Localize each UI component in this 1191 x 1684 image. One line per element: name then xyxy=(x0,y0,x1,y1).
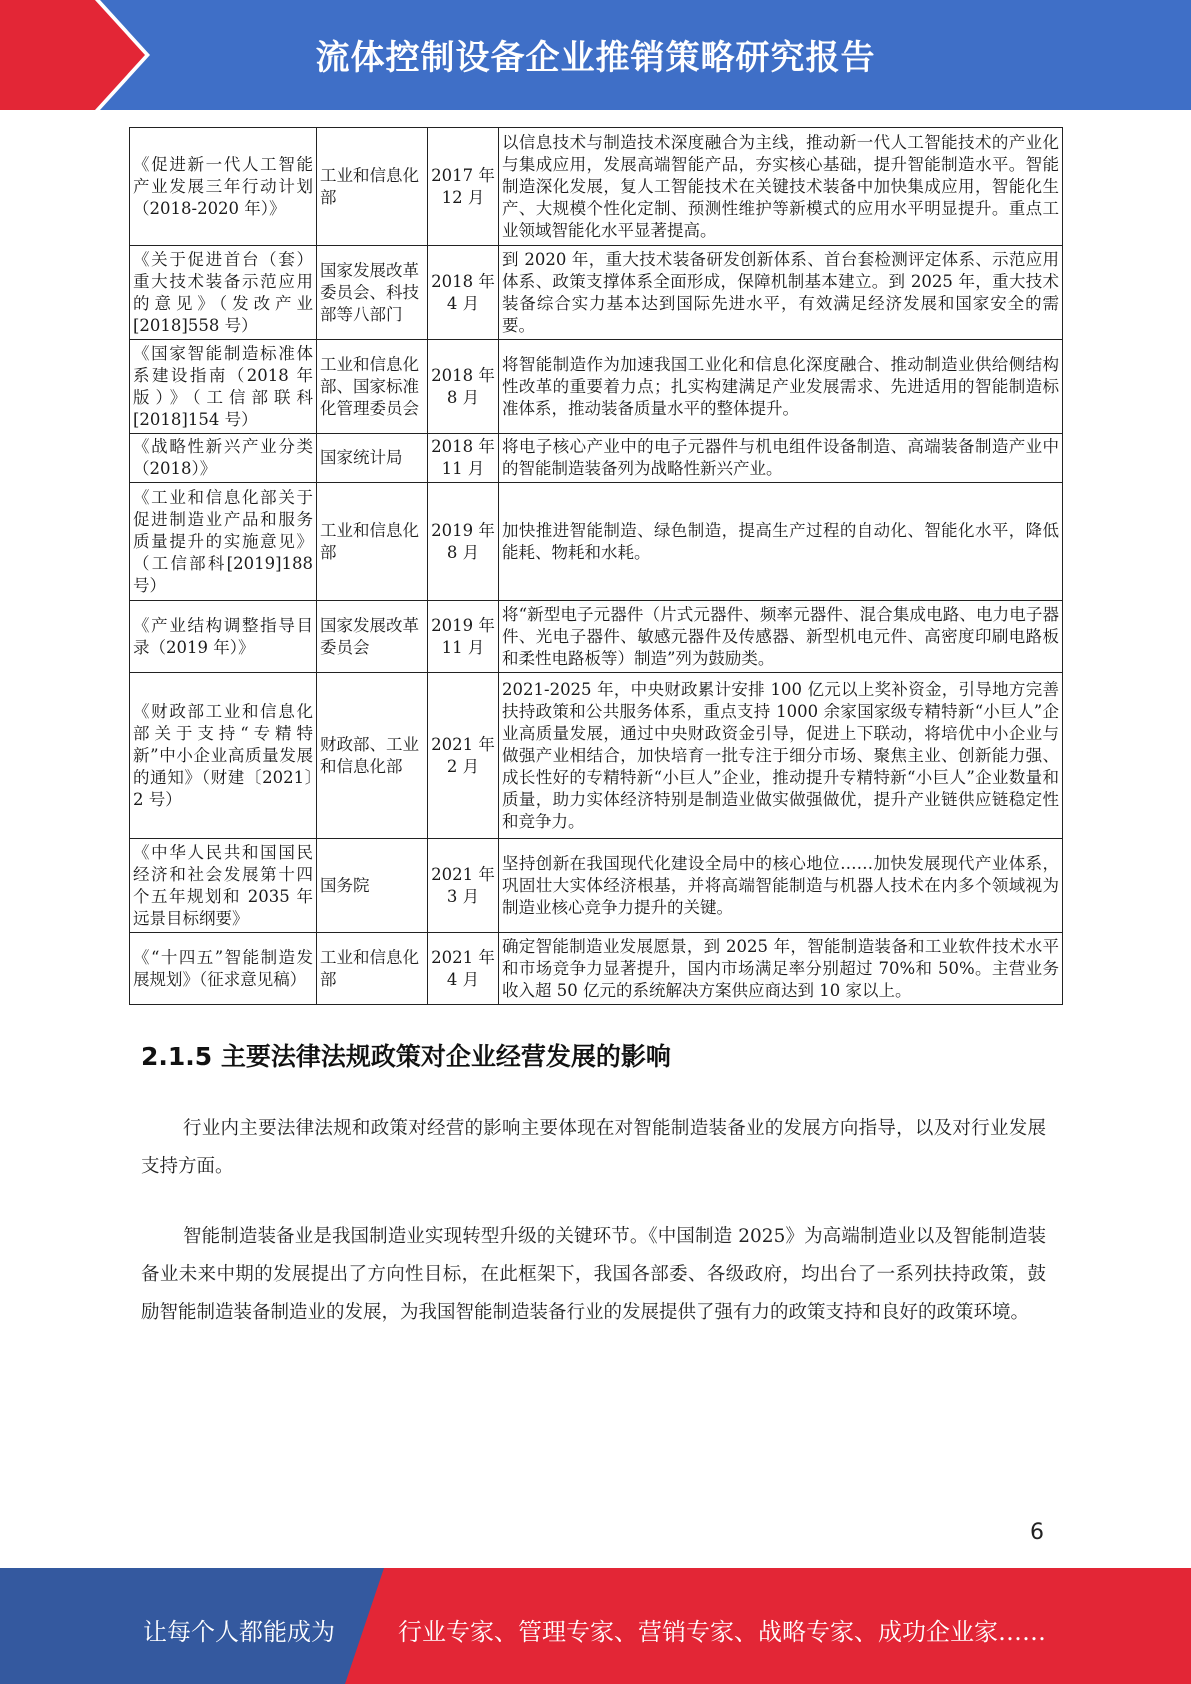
policy-date: 2021 年 3 月 xyxy=(428,839,499,933)
policy-content: 确定智能制造业发展愿景，到 2025 年，智能制造装备和工业软件技术水平和市场竞争力显著提升，国内市场满足率分别超过 70%和 50%。主营业务收入超 50 亿元的系统解决方案供应商达到 10 家以上。 xyxy=(499,933,1063,1005)
page-header xyxy=(0,0,1191,110)
policy-date: 2019 年 8 月 xyxy=(428,483,499,601)
section-heading: 2.1.5 主要法律法规政策对企业经营发展的影响 xyxy=(141,1042,671,1071)
policy-date: 2018 年 4 月 xyxy=(428,246,499,340)
policy-dept: 工业和信息化部 xyxy=(317,128,428,246)
table-row xyxy=(130,839,1063,933)
policy-name: 《促进新一代人工智能产业发展三年行动计划（2018-2020 年）》 xyxy=(130,128,317,246)
policy-content: 到 2020 年，重大技术装备研发创新体系、首台套检测评定体系、示范应用体系、政策支撑体系全面形成，保障机制基本建立。到 2025 年，重大技术装备综合实力基本达到国际先进水平，有效满足经济发展和国家安全的需要。 xyxy=(499,246,1063,340)
body-paragraph: 智能制造装备业是我国制造业实现转型升级的关键环节。《中国制造 2025》为高端制造业以及智能制造装备业未来中期的发展提出了方向性目标，在此框架下，我国各部委、各级政府，均出台了一系列扶持政策，鼓励智能制造装备制造业的发展，为我国智能制造装备行业的发展提供了强有力的政策支持和良好的政策环境。 xyxy=(141,1226,1046,1323)
policy-dept: 财政部、工业和信息化部 xyxy=(317,673,428,839)
policy-content: 将电子核心产业中的电子元器件与机电组件设备制造、高端装备制造产业中的智能制造装备列为战略性新兴产业。 xyxy=(499,434,1063,483)
policy-table xyxy=(129,127,1063,1005)
policy-name: 《工业和信息化部关于促进制造业产品和服务质量提升的实施意见》（工信部科[2019]188 号） xyxy=(130,483,317,601)
policy-date: 2018 年 8 月 xyxy=(428,340,499,434)
policy-date: 2017 年 12 月 xyxy=(428,128,499,246)
footer-slogan-left: 让每个人都能成为 xyxy=(143,1618,335,1646)
table-row xyxy=(130,340,1063,434)
report-title: 流体控制设备企业推销策略研究报告 xyxy=(315,38,876,78)
table-row xyxy=(130,434,1063,483)
policy-name: 《产业结构调整指导目录（2019 年）》 xyxy=(130,601,317,673)
footer-slogan-right: 行业专家、管理专家、营销专家、战略专家、成功企业家…… xyxy=(398,1618,1046,1646)
policy-date: 2019 年 11 月 xyxy=(428,601,499,673)
policy-dept: 工业和信息化部 xyxy=(317,933,428,1005)
policy-name: 《关于促进首台（套）重大技术装备示范应用的意见》（发改产业[2018]558 号） xyxy=(130,246,317,340)
policy-dept: 国家发展改革委员会、科技部等八部门 xyxy=(317,246,428,340)
policy-content: 将智能制造作为加速我国工业化和信息化深度融合、推动制造业供给侧结构性改革的重要着力点；扎实构建满足产业发展需求、先进适用的智能制造标准体系，推动装备质量水平的整体提升。 xyxy=(499,340,1063,434)
table-row xyxy=(130,483,1063,601)
table-row xyxy=(130,128,1063,246)
page-number: 6 xyxy=(1030,1520,1044,1545)
policy-content: 2021-2025 年，中央财政累计安排 100 亿元以上奖补资金，引导地方完善扶持政策和公共服务体系，重点支持 1000 余家国家级专精特新“小巨人”企业高质量发展，通过中央财政资金引导，促进上下联动，将培优中小企业与做强产业相结合，加快培育一批专注于细分市场、聚焦主业、创新能力强、成长性好的专精特新“小巨人”企业，推动提升专精特新“小巨人”企业数量和质量，助力实体经济特别是制造业做实做强做优，提升产业链供应链稳定性和竞争力。 xyxy=(499,673,1063,839)
policy-name: 《财政部工业和信息化部关于支持“专精特新”中小企业高质量发展的通知》（财建〔2021〕2 号） xyxy=(130,673,317,839)
policy-dept: 国家发展改革委员会 xyxy=(317,601,428,673)
policy-date: 2018 年 11 月 xyxy=(428,434,499,483)
page-footer xyxy=(0,1568,1191,1684)
policy-name: 《“十四五”智能制造发展规划》（征求意见稿） xyxy=(130,933,317,1005)
table-row xyxy=(130,246,1063,340)
table-row xyxy=(130,673,1063,839)
policy-name: 《中华人民共和国国民经济和社会发展第十四个五年规划和 2035 年远景目标纲要》 xyxy=(130,839,317,933)
body-paragraph: 行业内主要法律法规和政策对经营的影响主要体现在对智能制造装备业的发展方向指导，以及对行业发展支持方面。 xyxy=(141,1118,1046,1177)
policy-date: 2021 年 2 月 xyxy=(428,673,499,839)
policy-dept: 国家统计局 xyxy=(317,434,428,483)
table-row xyxy=(130,601,1063,673)
policy-content: 将“新型电子元器件（片式元器件、频率元器件、混合集成电路、电力电子器件、光电子器件、敏感元器件及传感器、新型机电元件、高密度印刷电路板和柔性电路板等）制造”列为鼓励类。 xyxy=(499,601,1063,673)
policy-dept: 工业和信息化部、国家标准化管理委员会 xyxy=(317,340,428,434)
policy-content: 以信息技术与制造技术深度融合为主线，推动新一代人工智能技术的产业化与集成应用，发展高端智能产品，夯实核心基础，提升智能制造水平。智能制造深化发展，复人工智能技术在关键技术装备中加快集成应用，智能化生产、大规模个性化定制、预测性维护等新模式的应用水平明显提升。重点工业领域智能化水平显著提高。 xyxy=(499,128,1063,246)
table-row xyxy=(130,933,1063,1005)
policy-name: 《国家智能制造标准体系建设指南（2018 年版）》（工信部联科[2018]154 号） xyxy=(130,340,317,434)
policy-date: 2021 年 4 月 xyxy=(428,933,499,1005)
policy-content: 加快推进智能制造、绿色制造，提高生产过程的自动化、智能化水平，降低能耗、物耗和水耗。 xyxy=(499,483,1063,601)
policy-content: 坚持创新在我国现代化建设全局中的核心地位……加快发展现代产业体系，巩固壮大实体经济根基，并将高端智能制造与机器人技术在内多个领域视为制造业核心竞争力提升的关键。 xyxy=(499,839,1063,933)
policy-name: 《战略性新兴产业分类（2018）》 xyxy=(130,434,317,483)
policy-dept: 工业和信息化部 xyxy=(317,483,428,601)
policy-dept: 国务院 xyxy=(317,839,428,933)
